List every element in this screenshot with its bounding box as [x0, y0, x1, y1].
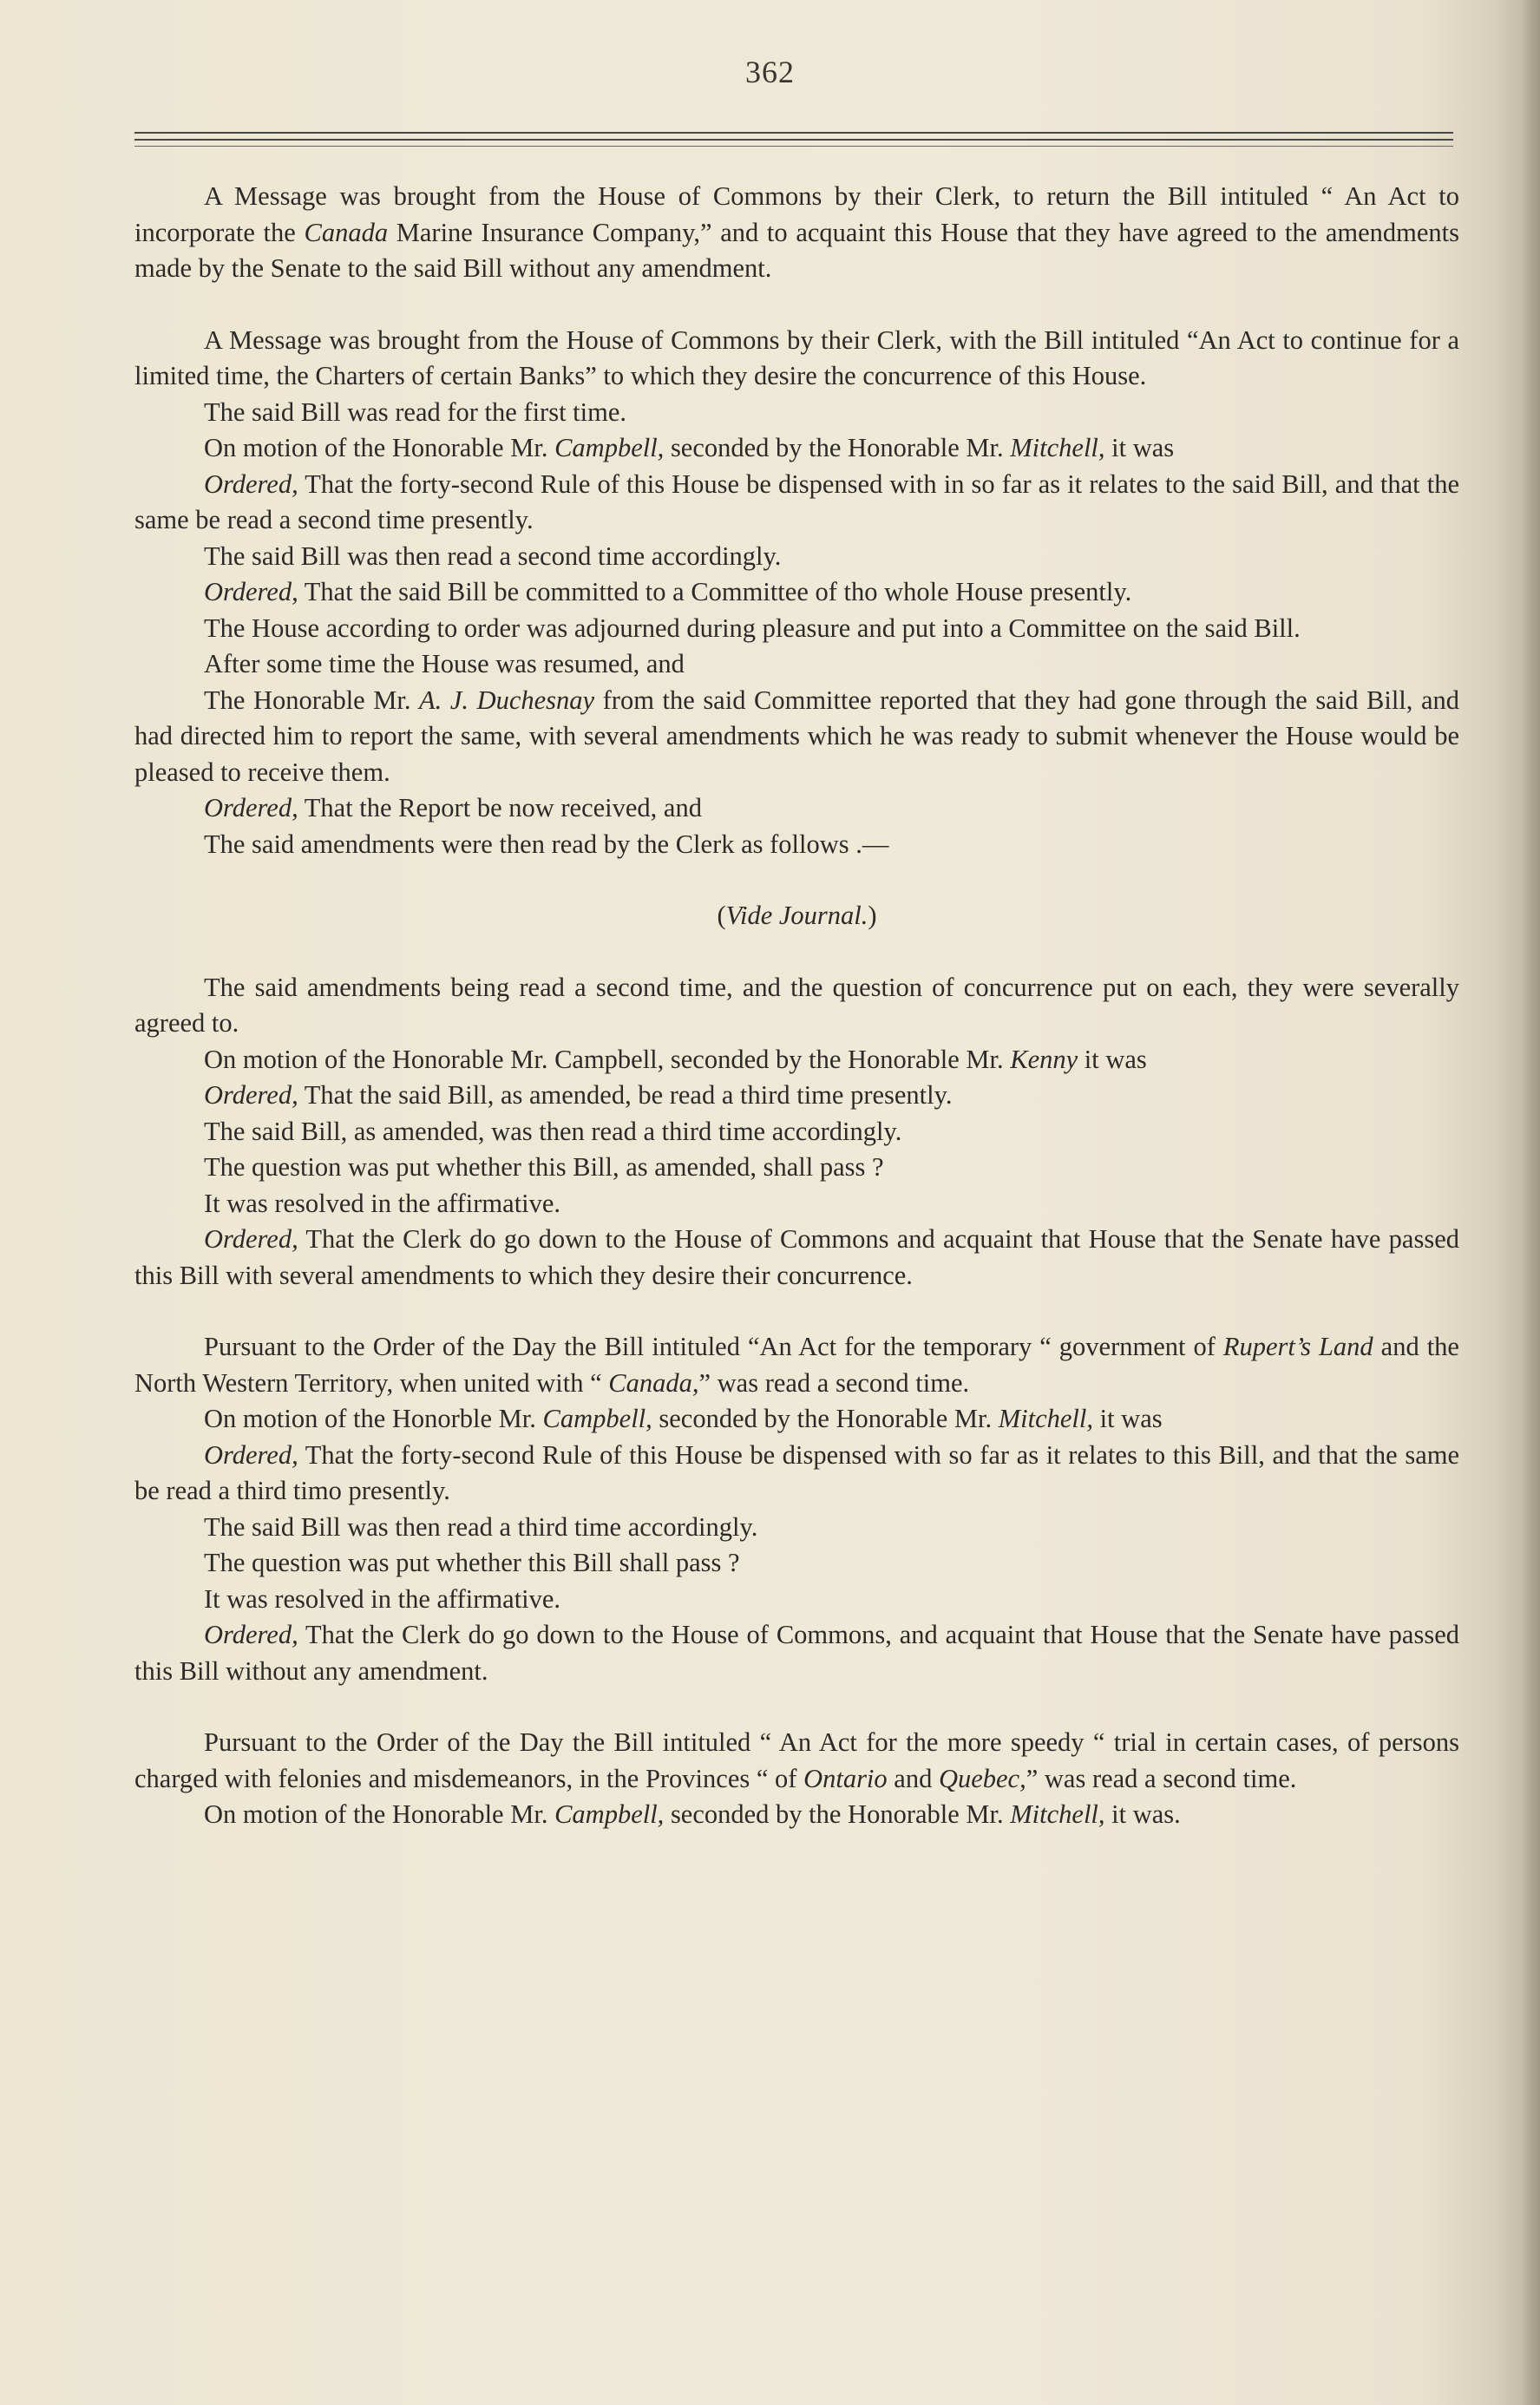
text-run: it was	[1078, 1044, 1147, 1074]
text-run: The question was put whether this Bill, as amended, shall pass ?	[204, 1152, 884, 1182]
italic-text: Ordered,	[204, 793, 298, 822]
text-run: A Message was brought from the House of Commons by their Clerk, with the Bill intituled “An Act to continue for a limited time, the Charters of certain Banks” to which they desire the concurrence of this House.	[134, 324, 1459, 390]
header-rule	[134, 139, 1453, 141]
text-run: ” was read a second time.	[1026, 1763, 1297, 1793]
text-run: Pursuant to the Order of the Day the Bill intituled “ An Act for the more speedy “ trial in certain cases, of persons charged with felonies and misdemeanors, in the Provinces “ of	[134, 1727, 1459, 1793]
italic-text: Campbell,	[554, 433, 665, 462]
italic-text: Ordered,	[204, 1224, 298, 1254]
paragraph	[134, 1114, 1459, 1150]
paragraph	[134, 430, 1459, 467]
italic-text: Canada	[304, 217, 389, 247]
text-run: Pursuant to the Order of the Day the Bill intituled “An Act for the temporary “ government of	[204, 1332, 1223, 1361]
italic-text: Kenny	[1010, 1044, 1078, 1074]
paragraph	[134, 1042, 1459, 1078]
text-run: That the Report be now received, and	[298, 793, 702, 822]
paragraph	[134, 1329, 1459, 1401]
page-number: 362	[745, 55, 795, 89]
paragraph	[134, 611, 1459, 647]
paragraph	[134, 395, 1459, 431]
paragraph-gap	[134, 862, 1459, 898]
paragraph	[134, 1150, 1459, 1186]
text-run: (	[717, 901, 726, 930]
text-run: seconded by the Honorable Mr.	[664, 1799, 1011, 1829]
text-run: The said amendments being read a second time, and the question of concurrence put on each, they were severally agreed to.	[134, 972, 1459, 1038]
italic-text: Canada,	[608, 1367, 699, 1398]
paragraph	[134, 1725, 1459, 1797]
text-run: The Honorable Mr.	[204, 685, 420, 715]
text-run: it was	[1092, 1404, 1163, 1433]
italic-text: Mitchell,	[1010, 433, 1105, 462]
text-run: That the said Bill be committed to a Committee of tho whole House presently.	[298, 577, 1132, 606]
text-run: On motion of the Honorble Mr.	[204, 1404, 543, 1433]
italic-text: Ordered,	[204, 1620, 298, 1649]
body-text	[134, 179, 1459, 1833]
text-run: That the said Bill, as amended, be read a third time presently.	[298, 1080, 953, 1110]
paragraph	[134, 683, 1459, 791]
paragraph	[134, 1401, 1459, 1438]
text-run: seconded by the Honorable Mr.	[664, 433, 1011, 462]
paragraph	[134, 1078, 1459, 1114]
paragraph	[134, 467, 1459, 539]
text-run: )	[868, 901, 877, 930]
paragraph	[134, 1510, 1459, 1546]
text-run: That the forty-second Rule of this House be dispensed with in so far as it relates to the said Bill, and that the same be read a second time presently.	[134, 469, 1459, 534]
text-run: ” was read a second time.	[698, 1367, 970, 1398]
text-run: and the North Western Territory, when united with “	[134, 1332, 1459, 1398]
text-run: That the Clerk do go down to the House of Commons, and acquaint that House that the Senate have passed this Bill without any amendment.	[134, 1620, 1459, 1686]
text-run: it was	[1104, 433, 1175, 462]
text-run: it was.	[1104, 1799, 1181, 1829]
italic-text: Ordered,	[204, 577, 298, 606]
paragraph	[134, 646, 1459, 683]
text-run: The said amendments were then read by the Clerk as follows .—	[204, 829, 889, 859]
text-run: The said Bill, as amended, was then read a third time accordingly.	[204, 1116, 902, 1146]
italic-text: Campbell,	[542, 1404, 652, 1433]
paragraph	[134, 1186, 1459, 1222]
text-run: On motion of the Honorable Mr. Campbell, seconded by the Honorable Mr.	[204, 1044, 1011, 1074]
text-run: On motion of the Honorable Mr.	[204, 1799, 555, 1829]
paragraph-gap	[134, 934, 1459, 970]
text-run: A Message was brought from the House of Commons by their Clerk, to return the Bill intituled “ An Act to incorporate the	[134, 181, 1459, 247]
paragraph	[134, 179, 1459, 287]
paragraph-gap	[134, 1689, 1459, 1725]
text-run: On motion of the Honorable Mr.	[204, 433, 555, 462]
paragraph	[134, 790, 1459, 827]
italic-text: Campbell,	[554, 1799, 665, 1829]
text-run: That the Clerk do go down to the House of Commons and acquaint that House that the Senate have passed this Bill with several amendments to which they desire their concurrence.	[134, 1224, 1459, 1290]
text-run: That the forty-second Rule of this House be dispensed with so far as it relates to this Bill, and that the same be read a third timo presently.	[134, 1439, 1459, 1505]
paragraph	[134, 827, 1459, 863]
text-run: It was resolved in the affirmative.	[204, 1188, 561, 1218]
text-run: and	[887, 1763, 939, 1793]
header-rule	[134, 132, 1453, 134]
text-run: The said Bill was then read a third time accordingly.	[204, 1511, 758, 1542]
paragraph-gap	[134, 1294, 1459, 1329]
italic-text: Mitchell,	[998, 1404, 1093, 1433]
italic-text: Ontario	[803, 1763, 888, 1793]
text-run: seconded by the Honorable Mr.	[652, 1404, 999, 1433]
text-run: The said Bill was then read a second time accordingly.	[204, 541, 782, 571]
italic-text: Quebec,	[938, 1763, 1026, 1793]
paragraph	[134, 539, 1459, 575]
paragraph	[134, 1797, 1459, 1833]
italic-text: A. J. Duchesnay	[419, 685, 595, 715]
paragraph	[134, 1617, 1459, 1689]
text-run: Marine Insurance Company,” and to acquaint this House that they have agreed to the amendments made by the Senate to the said Bill without any amendment.	[134, 217, 1459, 283]
paragraph	[134, 323, 1459, 395]
paragraph	[134, 574, 1459, 611]
italic-text: Ordered,	[204, 1439, 298, 1470]
page-edge-shadow	[1521, 0, 1540, 2405]
reference-note	[134, 898, 1459, 934]
italic-text: Vide Journal.	[725, 901, 868, 930]
paragraph	[134, 1222, 1459, 1294]
italic-text: Mitchell,	[1010, 1799, 1105, 1829]
paragraph	[134, 1582, 1459, 1618]
paragraph	[134, 1438, 1459, 1510]
paragraph	[134, 1545, 1459, 1582]
text-run: The House according to order was adjourned during pleasure and put into a Committee on the said Bill.	[204, 613, 1301, 643]
text-run: The question was put whether this Bill shall pass ?	[204, 1548, 740, 1577]
text-run: from the said Committee reported that they had gone through the said Bill, and had directed him to report the same, with several amendments which he was ready to submit whenever the House would be pleased to receive them.	[134, 685, 1459, 787]
paragraph	[134, 970, 1459, 1042]
paragraph-gap	[134, 287, 1459, 323]
text-run: After some time the House was resumed, and	[204, 649, 685, 678]
italic-text: Ordered,	[204, 469, 298, 499]
italic-text: Rupert’s Land	[1222, 1332, 1373, 1361]
text-run: The said Bill was read for the first time.	[204, 396, 627, 427]
header-rule	[134, 146, 1453, 147]
italic-text: Ordered,	[204, 1080, 298, 1110]
text-run: It was resolved in the affirmative.	[204, 1583, 561, 1614]
